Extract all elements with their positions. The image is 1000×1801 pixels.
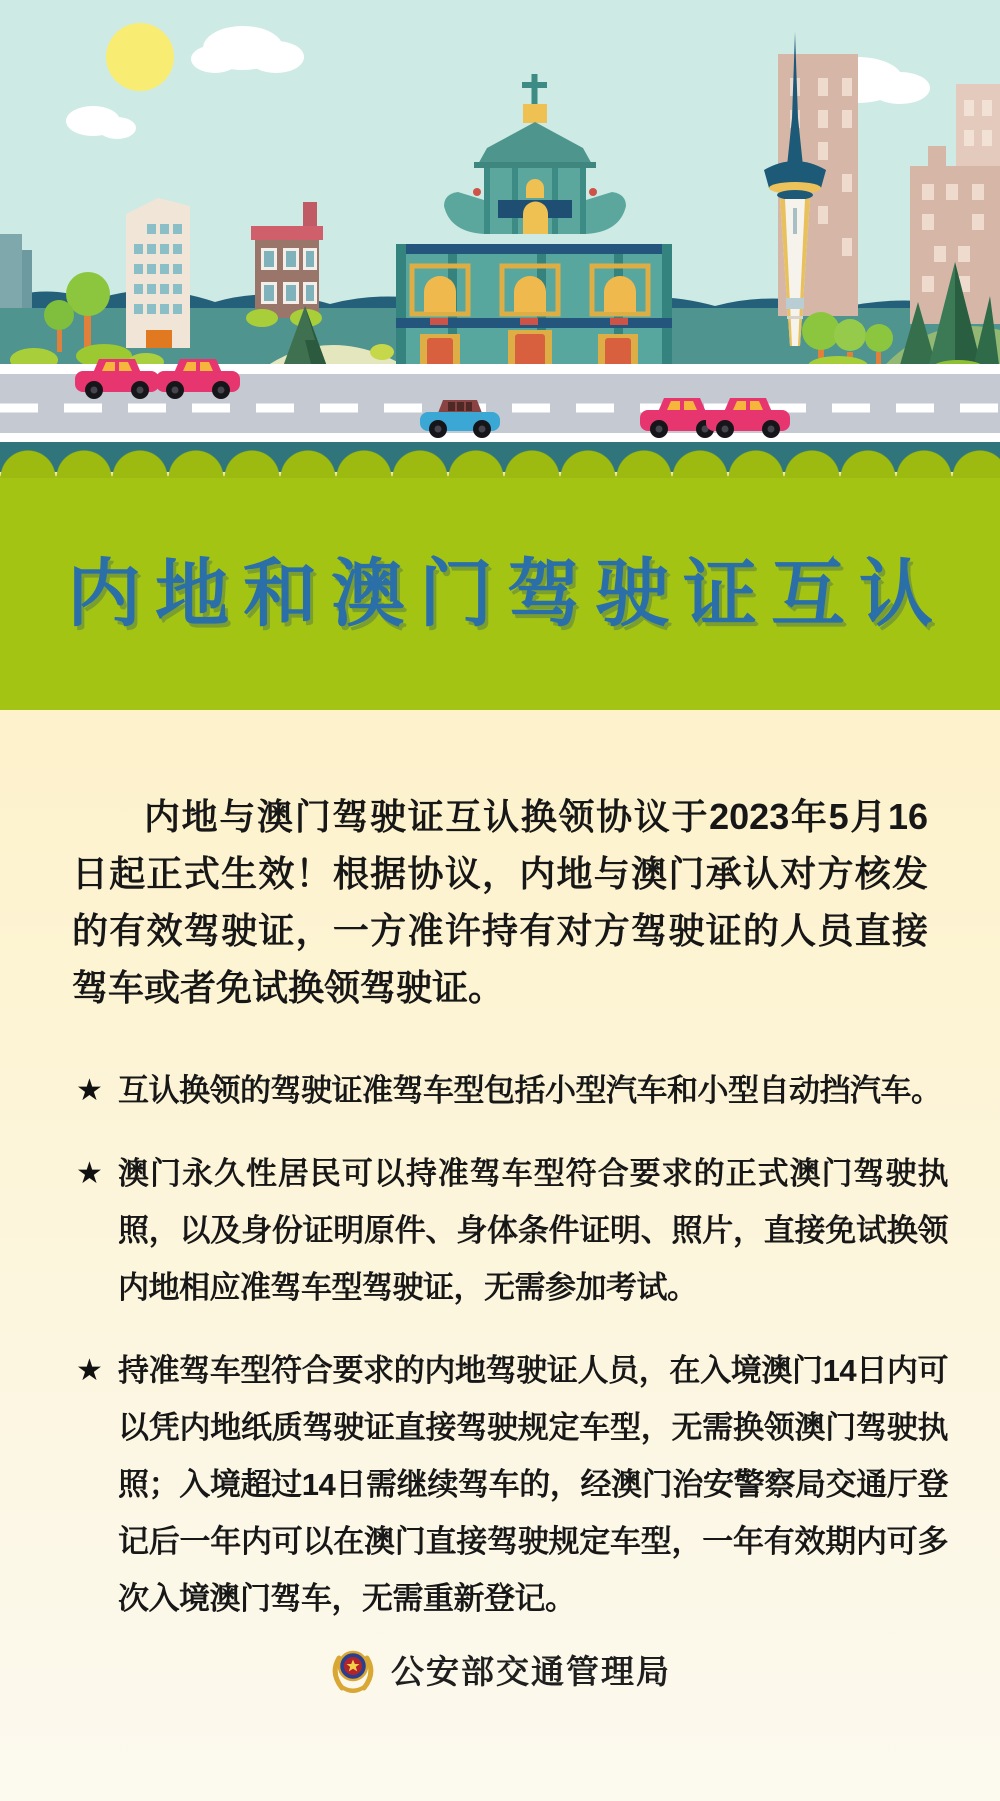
poster-title: 内地和澳门驾驶证互认 [67, 552, 947, 635]
bullet-item [76, 1342, 1000, 1627]
star-icon: ★ [76, 1354, 103, 1387]
bullet-text: 澳门永久性居民可以持准驾车型符合要求的正式澳门驾驶执照，以及身份证明原件、身体条件证明、照片，直接免试换领内地相应准驾车型驾驶证，无需参加考试。 [118, 1156, 948, 1305]
cream-building [126, 198, 190, 348]
sun-icon [106, 23, 174, 91]
scene-illustration [0, 0, 1000, 472]
bullet-text: 互认换领的驾驶证准驾车型包括小型汽车和小型自动挡汽车。 [118, 1073, 942, 1108]
intro-paragraph: 内地与澳门驾驶证互认换领协议于2023年5月16日起正式生效！根据协议，内地与澳门承认对方核发的有效驾驶证，一方准许持有对方驾驶证的人员直接驾车或者免试换领驾驶证。 [72, 796, 928, 1008]
content-section [0, 710, 1000, 1801]
scallop-edge [0, 448, 1000, 478]
footer [0, 1645, 1000, 1693]
bullet-item [76, 1145, 1000, 1316]
star-icon: ★ [76, 1074, 103, 1107]
agency-name: 公安部交通管理局 [391, 1652, 671, 1690]
police-badge-icon [329, 1645, 377, 1693]
bullet-item [76, 1062, 1000, 1119]
bullet-text: 持准驾车型符合要求的内地驾驶证人员，在入境澳门14日内可以凭内地纸质驾驶证直接驾驶规定车型，无需换领澳门驾驶执照；入境超过14日需继续驾车的，经澳门治安警察局交通厅登记后一年内可以在澳门直接驾驶规定车型，一年有效期内可多次入境澳门驾车，无需重新登记。 [118, 1353, 948, 1616]
star-icon: ★ [76, 1157, 103, 1190]
bullet-list [0, 1062, 1000, 1627]
title-band [0, 476, 1000, 710]
